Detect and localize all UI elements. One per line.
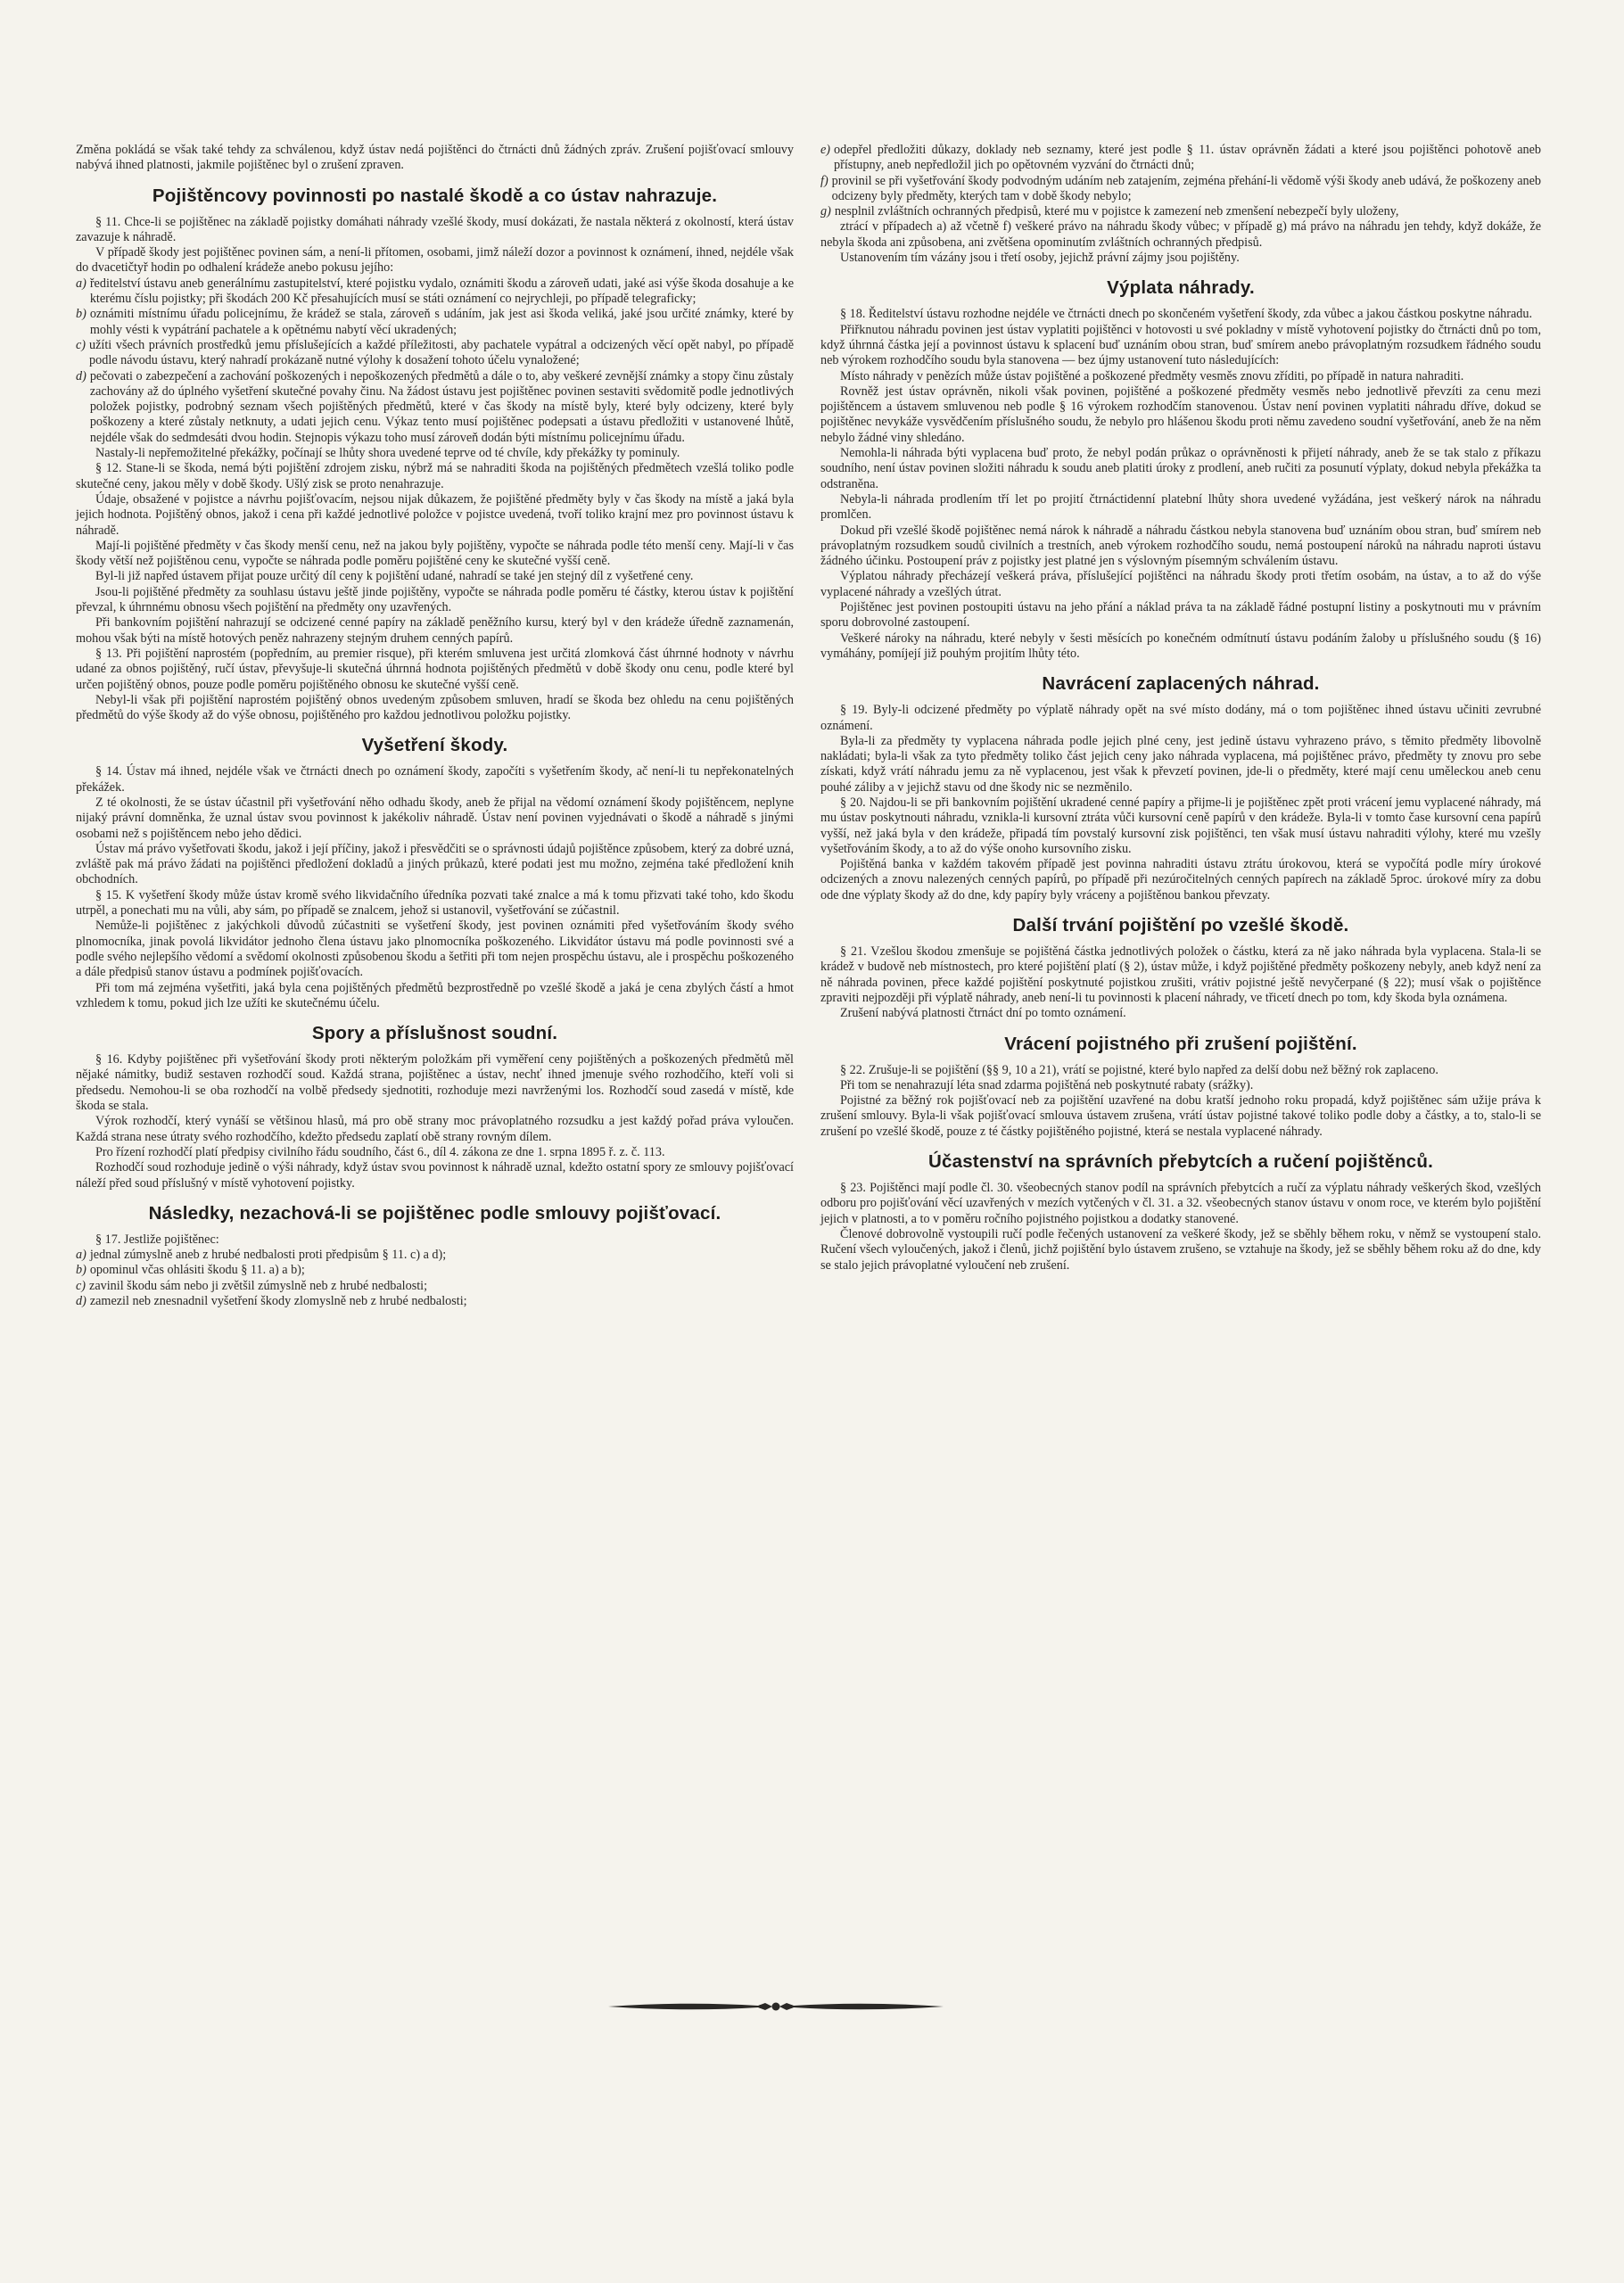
list-item-text: oznámiti místnímu úřadu policejnímu, že krádež se stala, zároveň s udáním, jak jest asi škoda veliká, jaké jsou určité známky, které by mohly vésti k vypátrání pachatele a k opětnému nabytí věcí ukradených; (89, 307, 794, 337)
paragraph: Při tom má zejména vyšetřiti, jaká byla cena pojištěných předmětů bezprostředně po vzešlé škodě a jaká je cena zbylých částí a hmot vzhledem k tomu, pokud jich lze užíti ke skutečnému účelu. (76, 980, 794, 1010)
paragraph: Nemohla-li náhrada býti vyplacena buď proto, že nebyl podán průkaz o oprávněnosti k přijetí náhrady, aneb že se tak stalo z příkazu soudního, není ústav povinen složiti náhradu k soudu aneb platiti úroky z prodlení, aneb ručiti za posunutí výplaty, dokud nebyla překážka ta odstraněna. (820, 446, 1541, 491)
paragraph: § 12. Stane-li se škoda, nemá býti pojištění zdrojem zisku, nýbrž má se nahraditi škoda na pojištěných předmětech vzešlá toliko podle skutečné ceny, jakou měly v době škody. Ušlý zisk se proto nenahrazuje. (76, 461, 794, 491)
ornament-divider-icon (606, 1998, 945, 2015)
list-item-text: nesplnil zvláštních ochranných předpisů, které mu v pojistce k zamezení neb zmenšení nebezpečí byly uloženy, (834, 204, 1399, 219)
paragraph: Pro řízení rozhodčí platí předpisy civilního řádu soudního, část 6., díl 4. zákona ze dne 1. srpna 1895 ř. z. č. 113. (95, 1144, 665, 1159)
left-column (76, 143, 794, 1309)
list-item-label: b) (76, 1263, 87, 1278)
section-heading-vyplata: Výplata náhrady. (1107, 277, 1255, 299)
list-item (76, 1294, 794, 1309)
paragraph: Přiřknutou náhradu povinen jest ústav vyplatiti pojištěnci v hotovosti u své pokladny v místě vyhotovení pojistky do čtrnácti dnů po tom, když úhrnná částka její a povinnost ústavu k splacení buď uznáním obou stran, buď smírem anebo právoplatným rozsudkem řádného soudu neb výrokem rozhodčího soudu byla stanovena — bez újmy ustanovení tuto následujících: (820, 322, 1541, 368)
paragraph: Veškeré nároky na náhradu, které nebyly v šesti měsících po konečném odmítnutí ústavu podáním žaloby u příslušného soudu (§ 16) vymáhány, pomíjejí již pouhým projitím lhůty této. (820, 631, 1541, 661)
list-item-label: d) (76, 368, 87, 383)
paragraph: Při bankovním pojištění nahrazují se odcizené cenné papíry na základě peněžního kursu, který byl v den krádeže úředně zaznamenán, mohou však býti na místě hotových peněz nahrazeny stejným druhem cenných papírů. (76, 615, 794, 646)
paragraph: § 14. Ústav má ihned, nejdéle však ve čtrnácti dnech po oznámení škody, započíti s vyšetřením škody, ač není-li tu nepřekonatelných překážek. (76, 764, 794, 795)
paragraph: Místo náhrady v penězích může ústav pojištěné a poškozené předměty vesměs znovu zříditi, po případě in natura nahraditi. (840, 368, 1464, 383)
section-heading-nasledky: Následky, nezachová-li se pojištěnec podle smlouvy pojišťovací. (148, 1202, 721, 1224)
paragraph: § 19. Byly-li odcizené předměty po výplatě náhrady opět na své místo dodány, má o tom pojištěnec ihned ústavu učiniti zevrubné oznámení. (820, 703, 1541, 733)
list-item-text: zavinil škodu sám nebo ji zvětšil zúmyslně neb z hrubé nedbalosti; (89, 1278, 428, 1293)
list-item-text: ředitelství ústavu aneb generálnímu zastupitelství, které pojistku vydalo, oznámiti škodu a zároveň udati, jaké asi výše škoda dosahuje a ke kterému číslu pojistky; při škodách 200 Kč přesahujících musí se státi oznámení co nejrychleji, po případě telegraficky; (89, 276, 794, 307)
list-item-text: opominul včas ohlásiti škodu § 11. a) a b); (89, 1263, 305, 1278)
list-item-label: f) (820, 173, 828, 188)
list-item-label: d) (76, 1294, 87, 1308)
list-item-label: c) (76, 1278, 87, 1293)
paragraph: § 17. Jestliže pojištěnec: (95, 1232, 219, 1247)
list-item-text: provinil se při vyšetřování škody podvodným udáním neb zatajením, zejména přehání-li vědomě výši škody aneb udává, že poškozeny aneb odcizeny byly předměty, kterých tam v době škody nebylo; (831, 173, 1541, 203)
paragraph: Pojištěnec jest povinen postoupiti ústavu na jeho přání a náklad práva ta na základě řádné postupní listiny a poskytnouti mu v právním sporu dobrovolné zastoupení. (820, 600, 1541, 631)
list-item-label: b) (76, 307, 87, 322)
paragraph: § 20. Najdou-li se při bankovním pojištění ukradené cenné papíry a přijme-li je pojištěnec zpět proti vrácení jemu vyplacené náhrady, má mu ústav poskytnouti náhradu, vznikla-li kursovní ztráta vůči kursovní ceně papírů v den krádeže. Byla-li v tomto čase kursovní cena papírů vyšší, než jaká byla v den krádeže, připadá tím povstalý kursovní zisk pojištěnci, ten však musí ústavu nahraditi výlohy, které mu vzešly vyšetřováním škody, a to až do výše onoho kursovního zisku. (820, 795, 1541, 856)
paragraph: Rovněž jest ústav oprávněn, nikoli však povinen, pojištěné a poškozené předměty vesměs nebo jednotlivě převzíti za cenu mezi pojištěncem a ústavem smluvenou neb podle § 16 výrokem rozhodčím stanovenou. Ústav není povinen vyplatiti náhradu dříve, dokud se pojištěnec nevykáže vysvědčením příslušného soudu, že nebylo pro hlášenou škodu proti němu zavedeno soudní vyšetřování, aneb že na něm nebylo žádné viny shledáno. (820, 383, 1541, 445)
paragraph: § 15. K vyšetření škody může ústav kromě svého likvidačního úředníka pozvati také znalce a má k tomu přizvati také toho, kdo škodu utrpěl, a ponechati mu na vůli, aby sám, po případě se znalcem, jehož si ustanovil, vyšetřování se zúčastnil. (76, 887, 794, 919)
paragraph: Nebyl-li však při pojištění naprostém pojištěný obnos uvedeným způsobem smluven, hradí se škoda bez ohledu na cenu pojištěných předmětů do výše škody až do výše obnosu, pojištěného pro každou jednotlivou položku pojistky. (76, 692, 794, 723)
paragraph: Mají-li pojištěné předměty v čas škody menší cenu, než na jakou byly pojištěny, vypočte se náhrada podle této menší ceny. Mají-li v čas škody větší než pojištěnou cenu, vypočte se náhrada podle poměru pojištěné ceny ke skutečné vyšší ceně. (76, 538, 794, 569)
list-item (76, 369, 794, 446)
paragraph: § 21. Vzešlou škodou zmenšuje se pojištěná částka jednotlivých položek o částku, která za ně jako náhrada byla vyplacena. Stala-li se krádež v budově neb místnostech, pro které pojištění platí (§ 2), ústav může, i když pojištěné předměty poškozeny nebyly, aneb když není za ně náhrada povinen, přece každé pojištění poskytnuté pojistkou zrušiti, vrátiv pojistné ještě nevyčerpané (§ 22); musí však o pojištěnce zpraviti nejpozději při výplatě náhrady, aneb není-li tu povinnosti k placení náhrady, ve třicetí dnech po tom, kdy škoda byla oznámena. (820, 944, 1541, 1005)
paragraph: Výplatou náhrady přecházejí veškerá práva, příslušející pojištěnci na náhradu škody proti třetím osobám, na ústav, a to až do výše vyplacené náhrady a vzešlých útrat. (820, 569, 1541, 599)
section-heading-trvani: Další trvání pojištění po vzešlé škodě. (1012, 915, 1349, 936)
list-item (76, 307, 794, 338)
right-column (820, 143, 1541, 1273)
paragraph: Jsou-li pojištěné předměty za souhlasu ústavu ještě jinde pojištěny, vypočte se náhrada podle poměru té částky, kterou ústav k pojištění převzal, k úhrnnému obnosu všech pojištění na předměty ony uzavřených. (76, 584, 794, 615)
paragraph: Údaje, obsažené v pojistce a návrhu pojišťovacím, nejsou nijak důkazem, že pojištěné předměty byly v čas škody na místě a jaká byla jejich hodnota. Pojištěný obnos, jakož i cena při každé jednotlivé položce v pojistce uvedená, tvoří toliko krajní mez pro povinnost ústavu k náhradě. (76, 491, 794, 538)
paragraph: Ustanovením tím vázány jsou i třetí osoby, jejichž právní zájmy jsou pojištěny. (840, 251, 1240, 266)
paragraph: § 13. Při pojištění naprostém (popředním, au premier risque), při kterém smluvena jest určitá zlomková část úhrnné hodnoty v návrhu udané za obnos pojištěný, ručí ústav, převyšuje-li skutečná úhrnná hodnota pojištěných předmětů v době škody onu cenu, podle které byl určen pojištěný obnos, pouze podle poměru pojištěného obnosu ke skutečné vyšší ceně. (76, 646, 794, 692)
section-heading-navraceni: Navrácení zaplacených náhrad. (1042, 673, 1320, 695)
paragraph: Z té okolnosti, že se ústav účastnil při vyšetřování něho odhadu škody, aneb že přijal na vědomí oznámení škody pojištěncem, neplyne nijaký právní domněnka, že uznal ústav svou povinnost k jakékoliv náhradě. Ústav není povinen vyjednávati o škodě a náhradě s jinými osobami než s pojištěncem nebo jeho dědici. (76, 795, 794, 841)
list-item (76, 338, 794, 369)
paragraph: Členové dobrovolně vystoupili ručí podle řečených ustanovení za veškeré škody, jež se sběhly během roku, v němž se vystoupení stalo. Ručení všech vyloučených, jakož i členů, jichž pojištění bylo ústavem zrušeno, se vztahuje na škody, jež se sběhly během roku až do dne, kdy se stalo jejich právoplatné vyloučení neb zrušení. (820, 1226, 1541, 1273)
list-item-label: g) (820, 204, 831, 219)
list-item-text: odepřel předložiti důkazy, doklady neb seznamy, které jest podle § 11. ústav oprávněn žádati a které jsou pojištěnci pohotově aneb přístupny, aneb nepředložil jich po opětovném vyzvání do čtrnácti dnů; (834, 143, 1541, 173)
section-heading-vysetreni: Vyšetření škody. (361, 735, 508, 756)
paragraph: § 18. Ředitelství ústavu rozhodne nejdéle ve čtrnácti dnech po skončeném vyšetření škody, zda vůbec a jakou částkou poskytne náhradu. (840, 307, 1533, 322)
paragraph: Nebyla-li náhrada prodlením tří let po projití čtrnáctidenní platební lhůty shora uvedené vyžádána, jest veškerý nárok na náhradu promlčen. (820, 491, 1541, 523)
list-item-label: a) (76, 1248, 87, 1263)
list-item (820, 143, 1541, 174)
paragraph: Byl-li již napřed ústavem přijat pouze určitý díl ceny k pojištění udané, nahradí se také jen stejný díl z vyšetřené ceny. (95, 569, 694, 584)
list-item-label: a) (76, 276, 87, 291)
paragraph: Při tom se nenahrazují léta snad zdarma pojištěná neb poskytnuté rabaty (srážky). (840, 1077, 1254, 1092)
list-item-label: e) (820, 143, 831, 157)
list-item-text: pečovati o zabezpečení a zachování poškozených i nepoškozených předmětů a dále o to, aby veškeré zevnější známky a stopy činu zůstaly zachovány až do úplného vyšetření skutečné povahy činu. Na žádost ústavu jest pojištěnec povinen sestaviti svědomitě podle jednotlivých položek pojistky, podrobný seznam všech pojištěných předmětů, které v čas škody na místě byly, které byly odcizeny, které byly poškozeny a které zůstaly netknuty, a udati jejich cenu. Výkaz tento musí pojištěnec podepsati a ústavu předložiti v ustanovené lhůtě, nejdéle však do sedmdesáti dvou hodin. Stejnopis výkazu toho musí zároveň dodán býti místnímu policejnímu úřadu. (89, 368, 794, 445)
paragraph: Změna pokládá se však také tehdy za schválenou, když ústav nedá pojištěnci do čtrnácti dnů žádných zpráv. Zrušení pojišťovací smlouvy nabývá ihned platnosti, jakmile pojištěnec byl o zrušení zpraven. (76, 143, 794, 173)
paragraph: § 23. Pojištěnci mají podle čl. 30. všeobecných stanov podíl na správních přebytcích a ručí za výplatu náhrady veškerých škod, vzešlých odboru pro pojišťování věcí uzavřených v mezích vytčených v čl. 31. a 32. všeobecných stanov ústavu v onom roce, ve kterém bylo pojištění jejich v platnosti, a to v poměru ročního pojistného pojistkou a dodatky stanovené. (820, 1181, 1541, 1226)
list-item-text: užíti všech právních prostředků jemu příslušejících a každé příležitosti, aby pachatele vypátral a odcizených věcí opět nabyl, po případě podle návodu ústavu, který nahradí prokázaně nutné výlohy k dosažení tohoto účelu vynaložené; (89, 337, 794, 368)
list-item (76, 1263, 794, 1278)
list-item (76, 276, 794, 308)
list-item-label: c) (76, 337, 87, 352)
section-heading-spory: Spory a příslušnost soudní. (311, 1023, 558, 1044)
paragraph: Dokud při vzešlé škodě pojištěnec nemá nárok k náhradě a náhradu částkou nebyla stanovena buď uznáním obou stran, buď smírem neb právoplatným rozsudkem soudů civilních a trestních, aneb výrokem rozhodčího soudu, nemá postoupení nároků na náhradu naproti ústavu žádného účinku. Postoupení práv z pojistky jest platné jen s výslovným písemným schválením ústavu. (820, 523, 1541, 569)
paragraph: Ústav má právo vyšetřovati škodu, jakož i její příčiny, jakož i přesvědčiti se o správnosti údajů pojištěnce způsobem, který za dobré uzná, zvláště pak má právo žádati na pojištěnci předložení dokladů a jiných průkazů, které podati jest mu možno, zejména také předložení knih obchodních. (76, 841, 794, 887)
paragraph: Výrok rozhodčí, který vynáší se většinou hlasů, má pro obě strany moc právoplatného rozsudku a jest každý pořad práva vyloučen. Každá strana nese útraty svého rozhodčího, kdežto předsedu zaplatí obě strany rovným dílem. (76, 1114, 794, 1144)
list-item (76, 1279, 794, 1294)
list-item (820, 174, 1541, 205)
paragraph: Pojistné za běžný rok pojišťovací neb za pojištění uzavřené na dobu kratší jednoho roku propadá, když pojištěnec sám užije práva k zrušení smlouvy. Byla-li však pojišťovací smlouva ústavem zrušena, vrátí ústav pojistné takové toliko podle doby a částky, a to, stalo-li se zrušení po vzešlé škodě, pouze z té částky pojištěného pojistné, která se nestala vyplacené náhrady. (820, 1093, 1541, 1139)
paragraph: Nemůže-li pojištěnec z jakýchkoli důvodů zúčastniti se vyšetření škody, jest povinen oznámiti před vyšetřováním škody svého plnomocníka, jinak povolá likvidátor jednoho člena ústavu jako plnomocníka poškozeného. Likvidátor ústavu má podle povinnosti své a podle svého nejlepšího vědomí a svědomí okolnosti způsobenou škodu a šetřiti při tom nejen prospěchu ústavu, ale i prospěchu poškozeného a dále předpisů stanov ústavu a podmínek pojišťovacích. (76, 919, 794, 980)
paragraph: Zrušení nabývá platnosti čtrnáct dní po tomto oznámení. (840, 1006, 1126, 1021)
list-item (820, 204, 1541, 219)
paragraph: Rozhodčí soud rozhoduje jedině o výši náhrady, když ústav svou povinnost k náhradě uznal, kdežto ostatní spory ze smlouvy pojišťovací náleží před soud příslušný v místě vyhotovení pojistky. (76, 1160, 794, 1191)
list-item-text: jednal zúmyslně aneb z hrubé nedbalosti proti předpisům § 11. c) a d); (89, 1248, 447, 1263)
paragraph: § 16. Kdyby pojištěnec při vyšetřování škody proti některým položkám při vyměření ceny pojištěných a poškozených předmětů měl nějaké námitky, budiž sestaven rozhodčí soud. Každá strana, pojištěnec a ústav, nechť ihned jmenuje svého rozhodčího, kteří voli si předsedu. Nemohou-li se oba rozhodčí na volbě předsedy sjednotiti, rozhoduje mezi navrženými los. Rozhodčí soud zasedá v místě, kde škoda se stala. (76, 1052, 794, 1114)
section-heading-ucastenstvi: Účastenství na správních přebytcích a ručení pojištěnců. (927, 1151, 1434, 1173)
list-item (76, 1248, 794, 1263)
paragraph: § 11. Chce-li se pojištěnec na základě pojistky domáhati náhrady vzešlé škody, musí dokázati, že nastala některá z okolností, která ústav zavazuje k náhradě. (76, 214, 794, 244)
paragraph: Nastaly-li nepřemožitelné překážky, počínají se lhůty shora uvedené teprve od té chvíle, kdy překážky ty pominuly. (95, 446, 680, 461)
paragraph: § 22. Zrušuje-li se pojištění (§§ 9, 10 a 21), vrátí se pojistné, které bylo napřed za delší dobu než běžný rok zaplaceno. (840, 1062, 1439, 1077)
list-item-text: zamezil neb znesnadnil vyšetření škody zlomyslně neb z hrubé nedbalosti; (89, 1294, 467, 1308)
paragraph: Byla-li za předměty ty vyplacena náhrada podle jejich plné ceny, jest jedině ústavu vyhrazeno právo, s těmito předměty libovolně nakládati; byla-li však za tyto předměty toliko část jejich ceny jako náhrada vyplacena, má pojištěnec právo, předměty ty znovu pro sebe získati, když vrátí náhradu jemu za ně vyplacenou, jest však k převzetí povinen, jde-li o předměty, které mají cenu uměleckou aneb cenu pouhé záliby a v jejichž stavu od dne škody nic se nezměnilo. (820, 733, 1541, 795)
section-heading-povinnosti: Pojištěncovy povinnosti po nastalé škodě a co ústav nahrazuje. (152, 185, 718, 206)
paragraph: Pojištěná banka v každém takovém případě jest povinna nahraditi ústavu ztrátu úrokovou, která se vypočítá podle míry úrokové odcizených a znovu nalezených cenných papírů, po případě při nezúročitelných cenných papírech na základě 5proc. úrokové míry za dobu ode dne výplaty škody až do dne, kdy papíry byly vráceny a pojištěnou bankou převzaty. (820, 857, 1541, 902)
section-heading-vraceni: Vrácení pojistného při zrušení pojištění. (1004, 1033, 1357, 1054)
paragraph: ztrácí v případech a) až včetně f) veškeré právo na náhradu škody vůbec; v případě g) má právo na náhradu jen tehdy, když dokáže, že nebyla škoda ani způsobena, ani zvětšena opominutím zvláštních ochranných předpisů. (820, 219, 1541, 250)
paragraph: V případě škody jest pojištěnec povinen sám, a není-li přítomen, osobami, jimž náleží dozor a povinnost k oznámení, ihned, nejdéle však do dvacetičtyř hodin po odhalení krádeže anebo pokusu jejího: (76, 245, 794, 276)
